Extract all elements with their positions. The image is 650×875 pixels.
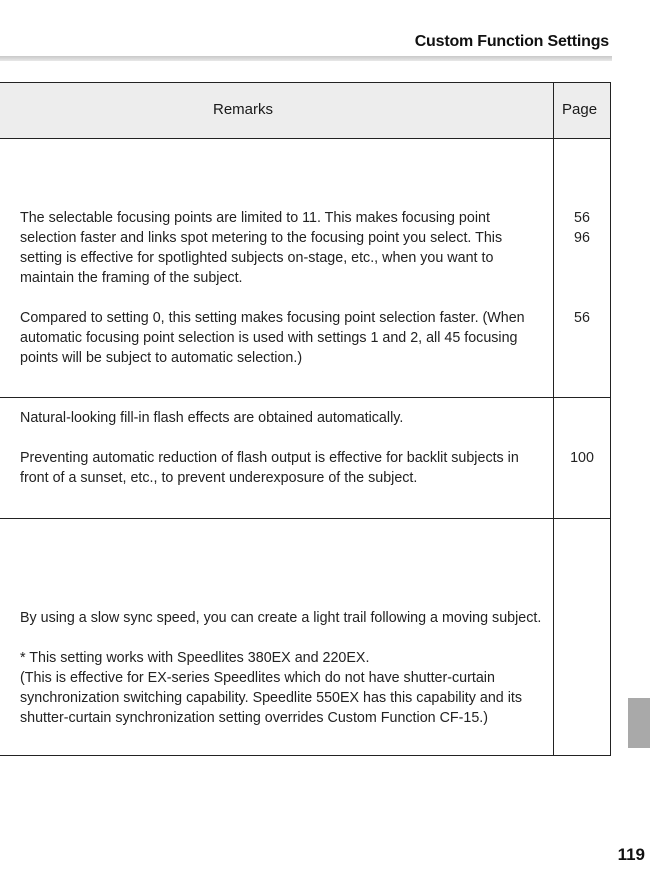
section-thumb-tab	[628, 698, 650, 748]
column-divider	[553, 82, 554, 756]
page-number: 119	[617, 845, 645, 864]
table-bottom-border	[0, 755, 611, 756]
row-divider	[0, 518, 611, 519]
page-reference: 56 96	[574, 210, 590, 246]
remark-text: The selectable focusing points are limited to 11. This makes focusing point selection faster and links spot metering to the focusing point you select. This setting is effective for spotlighted subjects on-stage, etc., when you want to maintain the framing of the subject.	[20, 210, 503, 286]
table-right-border	[610, 82, 611, 756]
row-divider	[0, 397, 611, 398]
table-top-border	[0, 82, 611, 83]
remarks-column-header: Remarks	[213, 101, 274, 118]
remarks-table	[0, 82, 611, 756]
header-rule	[0, 56, 612, 61]
page-reference: 56	[574, 310, 590, 326]
page-column-header: Page	[562, 101, 598, 118]
remark-text: By using a slow sync speed, you can create a light trail following a moving subject.	[20, 610, 542, 626]
remark-footnote: * This setting works with Speedlites 380EX and 220EX.	[20, 650, 370, 666]
header-bottom-border	[0, 138, 611, 139]
remark-text: (This is effective for EX-series Speedlites which do not have shutter-curtain synchronization switching capability. Speedlite 550EX has this capability and its shutter-curtain synchronization setting overrides Custom Function CF-15.)	[20, 670, 522, 726]
remark-text: Natural-looking fill-in flash effects are obtained automatically.	[20, 410, 404, 426]
table-header-row	[0, 82, 611, 138]
running-head: Custom Function Settings	[414, 33, 609, 50]
remark-text: Compared to setting 0, this setting makes focusing point selection faster. (When automatic focusing point selection is used with settings 1 and 2, all 45 focusing points will be subject to automatic selection.)	[20, 310, 525, 366]
remark-text: Preventing automatic reduction of flash output is effective for backlit subjects in front of a sunset, etc., to prevent underexposure of the subject.	[20, 450, 519, 486]
page-reference: 100	[570, 450, 594, 466]
